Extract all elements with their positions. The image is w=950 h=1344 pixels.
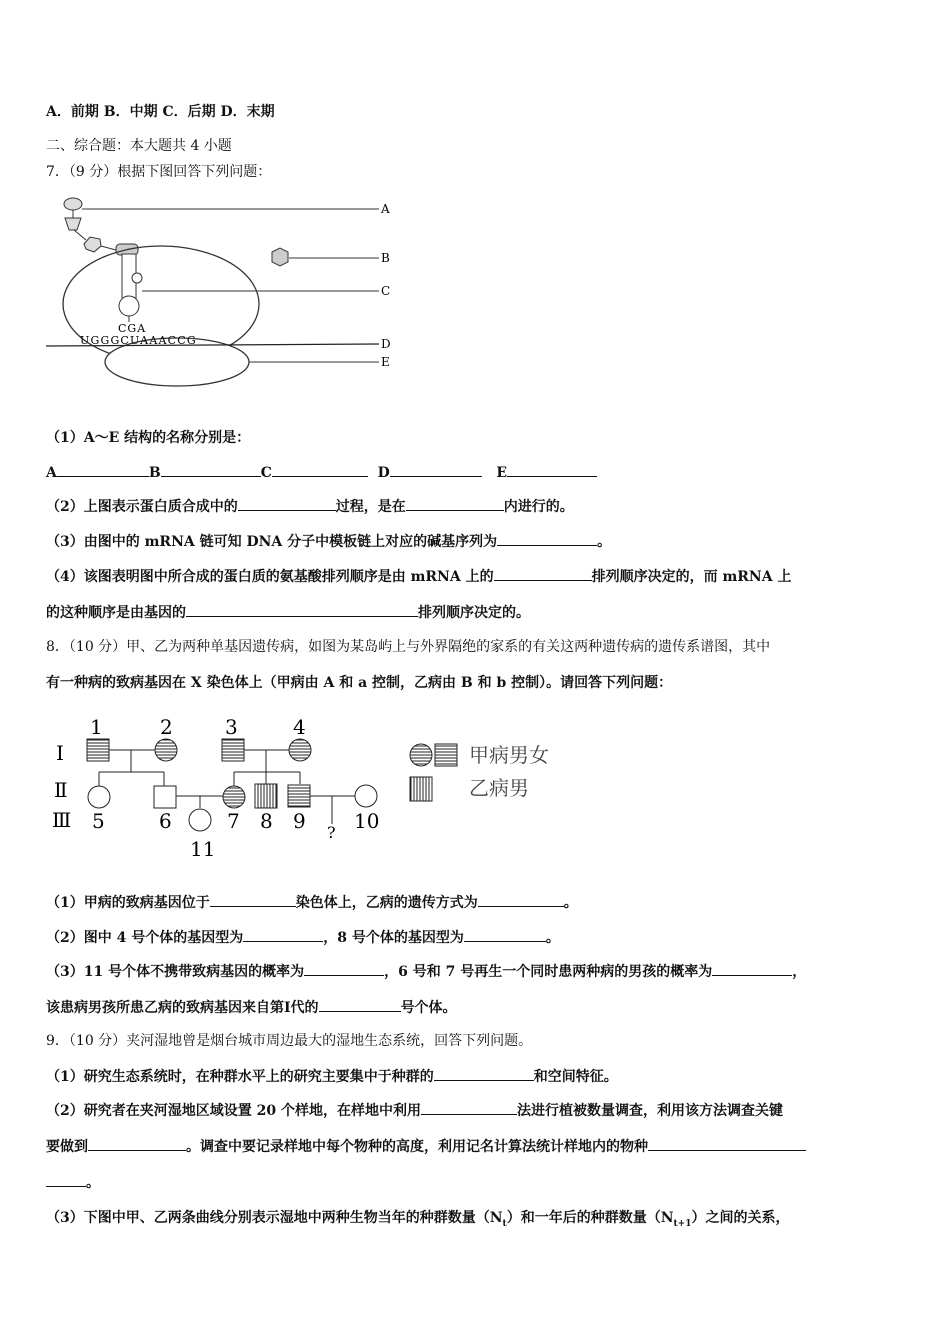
label-c: C (381, 284, 391, 298)
section-title: 二、综合题：本大题共 4 小题 (46, 138, 232, 154)
id-9: 9 (293, 809, 306, 833)
blank-chromosome[interactable] (210, 892, 296, 907)
q9-p2-cont: 要做到 。调查中要记录样地中每个物种的高度，利用记名计算法统计样地内的物种 (46, 1136, 806, 1157)
q8-p2: （2）图中 4 号个体的基因型为 ，8 号个体的基因型为 。 (46, 927, 560, 948)
individual-10 (355, 785, 377, 807)
legend-male-a (435, 744, 457, 766)
blank-key-point[interactable] (88, 1136, 186, 1151)
amino-acid-2 (65, 218, 81, 230)
individual-6 (154, 786, 176, 808)
id-10: 10 (354, 809, 380, 833)
blank-genotype-4[interactable] (243, 927, 323, 942)
blank-c[interactable] (272, 462, 368, 477)
q7-p1-blanks: A B C D E (46, 462, 597, 483)
individual-11 (189, 809, 211, 831)
q7-p3: （3）由图中的 mRNA 链可知 DNA 分子中模板链上对应的碱基序列为 。 (46, 531, 611, 552)
id-1: 1 (90, 715, 103, 739)
q8-stem-1: 8．（10 分）甲、乙为两种单基因遗传病，如图为某岛屿上与外界隔绝的家系的有关这两种遗传病的遗传系谱图，其中 (46, 639, 771, 655)
blank-d[interactable] (390, 462, 482, 477)
blank-method[interactable] (421, 1100, 517, 1115)
id-6: 6 (159, 809, 172, 833)
generation-1: Ⅰ (56, 741, 64, 765)
id-8: 8 (260, 809, 273, 833)
blank-species[interactable] (648, 1136, 806, 1151)
legend-label-a: 甲病男女 (469, 743, 549, 767)
blank-e[interactable] (507, 462, 597, 477)
q8-p3: （3）11 号个体不携带致病基因的概率为 ，6 号和 7 号再生一个同时患两种病的男孩的概率为 ， (46, 961, 806, 982)
q9-p2-end: 。 (46, 1172, 100, 1193)
blank-a[interactable] (57, 462, 149, 477)
generation-3: Ⅲ (52, 808, 72, 832)
q7-p2: （2）上图表示蛋白质合成中的 过程，是在 内进行的。 (46, 496, 574, 517)
free-amino-acid (272, 248, 288, 266)
q9-p1: （1）研究生态系统时，在种群水平上的研究主要集中于种群的 和空间特征。 (46, 1066, 618, 1087)
blank-inheritance[interactable] (478, 892, 564, 907)
blank-quantity-feature[interactable] (434, 1066, 534, 1081)
q9-p3: （3）下图中甲、乙两条曲线分别表示湿地中两种生物当年的种群数量$(N_t)$和一年后的种群数量$(N_{t+1})$之间的关系， (46, 1210, 790, 1229)
anticodon: CGA (118, 322, 147, 335)
individual-4 (289, 739, 311, 761)
q6-options: A．前期 B．中期 C．后期 D．末期 (46, 104, 275, 120)
individual-3 (222, 739, 244, 761)
translation-figure (44, 192, 404, 392)
q7-p1: （1）A～E 结构的名称分别是： (46, 430, 251, 446)
blank-mrna-order[interactable] (494, 566, 592, 581)
mrna-sequence: UGGGCUAAACCG (80, 334, 197, 347)
label-d: D (381, 337, 391, 351)
blank-probability-boy[interactable] (712, 961, 792, 976)
legend-label-b: 乙病男 (469, 776, 529, 800)
q9-stem: 9．（10 分）夹河湿地曾是烟台城市周边最大的湿地生态系统，回答下列问题。 (46, 1033, 533, 1049)
blank-source-individual[interactable] (319, 997, 401, 1012)
id-4: 4 (293, 715, 306, 739)
q7-p4-cont: 的这种顺序是由基因的 排列顺序决定的。 (46, 602, 530, 623)
individual-7 (223, 786, 245, 808)
q7-p4: （4）该图表明图中所合成的蛋白质的氨基酸排列顺序是由 mRNA 上的 排列顺序决定的，而 mRNA 上 (46, 566, 791, 587)
blank-species-cont[interactable] (46, 1172, 86, 1187)
label-a: A (381, 202, 390, 216)
blank-gene-order[interactable] (186, 602, 418, 617)
generation-2: Ⅱ (54, 778, 68, 802)
label-b: B (381, 251, 390, 265)
individual-9 (288, 785, 310, 807)
amino-acid-3 (84, 237, 101, 252)
q8-p1: （1）甲病的致病基因位于 染色体上，乙病的遗传方式为 。 (46, 892, 578, 913)
id-3: 3 (225, 715, 238, 739)
individual-2 (155, 739, 177, 761)
blank-process[interactable] (238, 496, 336, 511)
individual-8 (255, 784, 277, 808)
q8-p3-cont: 该患病男孩所患乙病的致病基因来自第Ⅰ代的 号个体。 (46, 997, 457, 1018)
q9-p2: （2）研究者在夹河湿地区域设置 20 个样地，在样地中利用 法进行植被数量调查，利用该方法调查关键 (46, 1100, 783, 1121)
q8-stem-2: 有一种病的致病基因在 X 染色体上（甲病由 A 和 a 控制，乙病由 B 和 b 控制）。请回答下列问题： (46, 675, 673, 691)
individual-1 (87, 739, 109, 761)
legend-female-a (410, 744, 432, 766)
label-e: E (381, 355, 390, 369)
blank-b[interactable] (161, 462, 261, 477)
q7-stem: 7．（9 分）根据下图回答下列问题： (46, 164, 272, 180)
legend-male-b (410, 777, 432, 801)
unknown-child: ? (327, 823, 336, 842)
blank-template-sequence[interactable] (497, 531, 597, 546)
individual-5 (88, 786, 110, 808)
pedigree-chart (44, 712, 564, 862)
id-5: 5 (92, 809, 105, 833)
trna-loop (119, 296, 139, 316)
blank-genotype-8[interactable] (464, 927, 546, 942)
id-2: 2 (160, 715, 173, 739)
id-11: 11 (190, 837, 216, 861)
blank-probability-11[interactable] (304, 961, 384, 976)
amino-acid-1 (64, 198, 82, 210)
blank-location[interactable] (406, 496, 504, 511)
id-7: 7 (227, 809, 240, 833)
